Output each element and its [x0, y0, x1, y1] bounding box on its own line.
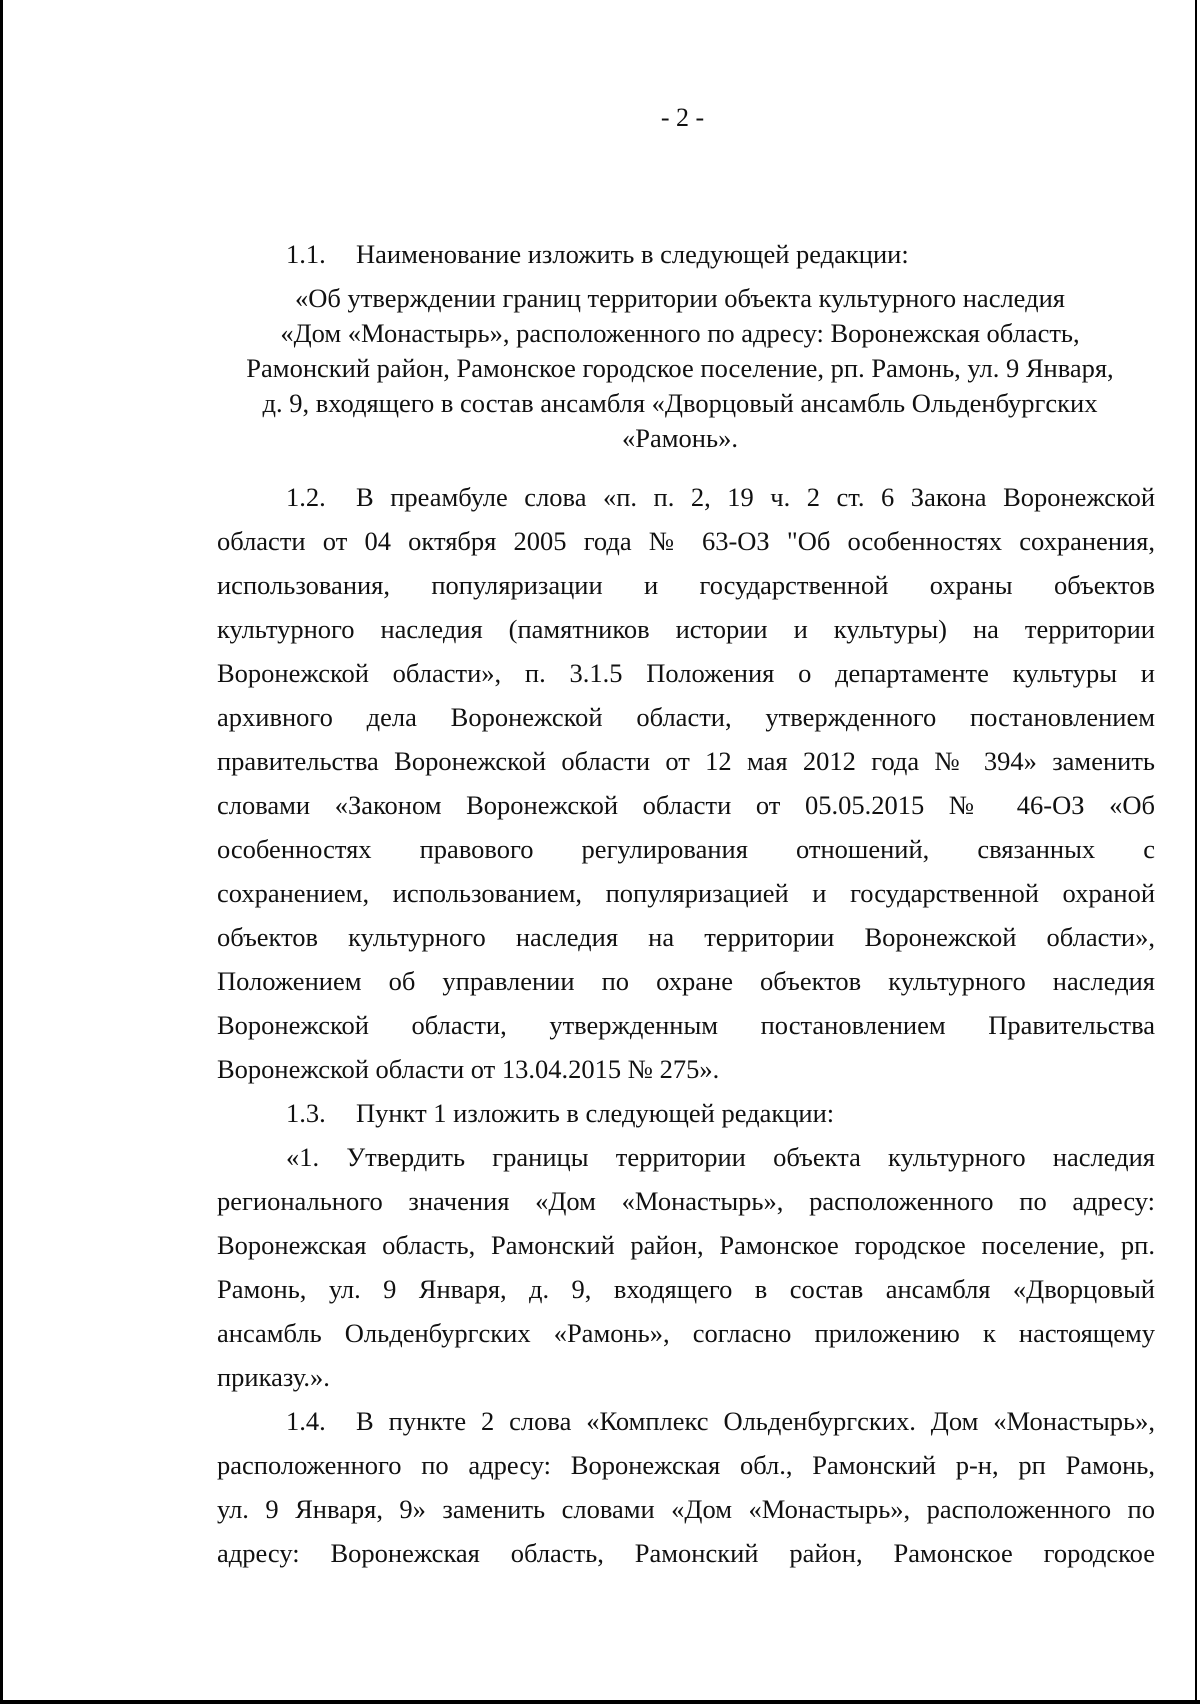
quote-line: «Об утверждении границ территории объекта культурного наследия [295, 283, 1065, 313]
paragraph-line: регионального значения «Дом «Монастырь», расположенного по адресу: [217, 1186, 1155, 1216]
paragraph-line: области от 04 октября 2005 года № 63-ОЗ "Об особенностях сохранения, [217, 526, 1155, 556]
paragraph-line: «1. Утвердить границы территории объекта культурного наследия [286, 1142, 1155, 1172]
section-number: 1.2. [286, 482, 326, 512]
section-1-2-first-line: 1.2. В преамбуле слова «п. п. 2, 19 ч. 2 ст. 6 Закона Воронежской [286, 482, 1155, 512]
paragraph-line: Воронежской области от 13.04.2015 № 275». [217, 1054, 720, 1084]
quote-line: «Дом «Монастырь», расположенного по адресу: Воронежская область, [280, 318, 1080, 348]
paragraph-line: ул. 9 Января, 9» заменить словами «Дом «Монастырь», расположенного по [217, 1494, 1155, 1524]
section-1-4-first-line: 1.4. В пункте 2 слова «Комплекс Ольденбургских. Дом «Монастырь», [286, 1406, 1155, 1436]
paragraph-line: приказу.». [217, 1362, 330, 1392]
quote-line: д. 9, входящего в состав ансамбля «Дворцовый ансамбль Ольденбургских [262, 388, 1098, 418]
scan-edge-bottom [0, 1700, 1200, 1704]
scan-edge-left [0, 0, 3, 1704]
paragraph-line: правительства Воронежской области от 12 мая 2012 года № 394» заменить [217, 746, 1155, 776]
section-1-1-heading: 1.1. Наименование изложить в следующей редакции: [286, 239, 909, 269]
section-number: 1.4. [286, 1406, 326, 1436]
paragraph-line: Положением об управлении по охране объектов культурного наследия [217, 966, 1155, 996]
paragraph-line: объектов культурного наследия на территории Воронежской области», [217, 922, 1155, 952]
paragraph-line: Рамонь, ул. 9 Января, д. 9, входящего в состав ансамбля «Дворцовый [217, 1274, 1155, 1304]
section-number: 1.3. [286, 1098, 326, 1128]
paragraph-line: культурного наследия (памятников истории и культуры) на территории [217, 614, 1155, 644]
paragraph-line: ансамбль Ольденбургских «Рамонь», согласно приложению к настоящему [217, 1318, 1155, 1348]
quote-line: Рамонский район, Рамонское городское поселение, рп. Рамонь, ул. 9 Января, [246, 353, 1114, 383]
scan-edge-right [1195, 0, 1197, 1704]
paragraph-line: Воронежской области, утвержденным постановлением Правительства [217, 1010, 1155, 1040]
paragraph-line: сохранением, использованием, популяризацией и государственной охраной [217, 878, 1155, 908]
paragraph-line: использования, популяризации и государственной охраны объектов [217, 570, 1155, 600]
paragraph-line: особенностях правового регулирования отношений, связанных с [217, 834, 1155, 864]
quote-line: «Рамонь». [622, 423, 738, 453]
page-number: - 2 - [660, 103, 705, 132]
paragraph-line: адресу: Воронежская область, Рамонский район, Рамонское городское [217, 1538, 1155, 1568]
section-1-3-heading: 1.3. Пункт 1 изложить в следующей редакции: [286, 1098, 835, 1128]
section-number: 1.1. [286, 239, 326, 269]
paragraph-line: словами «Законом Воронежской области от 05.05.2015 № 46-ОЗ «Об [217, 790, 1155, 820]
paragraph-line: расположенного по адресу: Воронежская обл., Рамонский р-н, рп Рамонь, [217, 1450, 1155, 1480]
paragraph-line: Воронежской области», п. 3.1.5 Положения о департаменте культуры и [217, 658, 1155, 688]
paragraph-line: архивного дела Воронежской области, утвержденного постановлением [217, 702, 1155, 732]
paragraph-line: Воронежская область, Рамонский район, Рамонское городское поселение, рп. [217, 1230, 1155, 1260]
